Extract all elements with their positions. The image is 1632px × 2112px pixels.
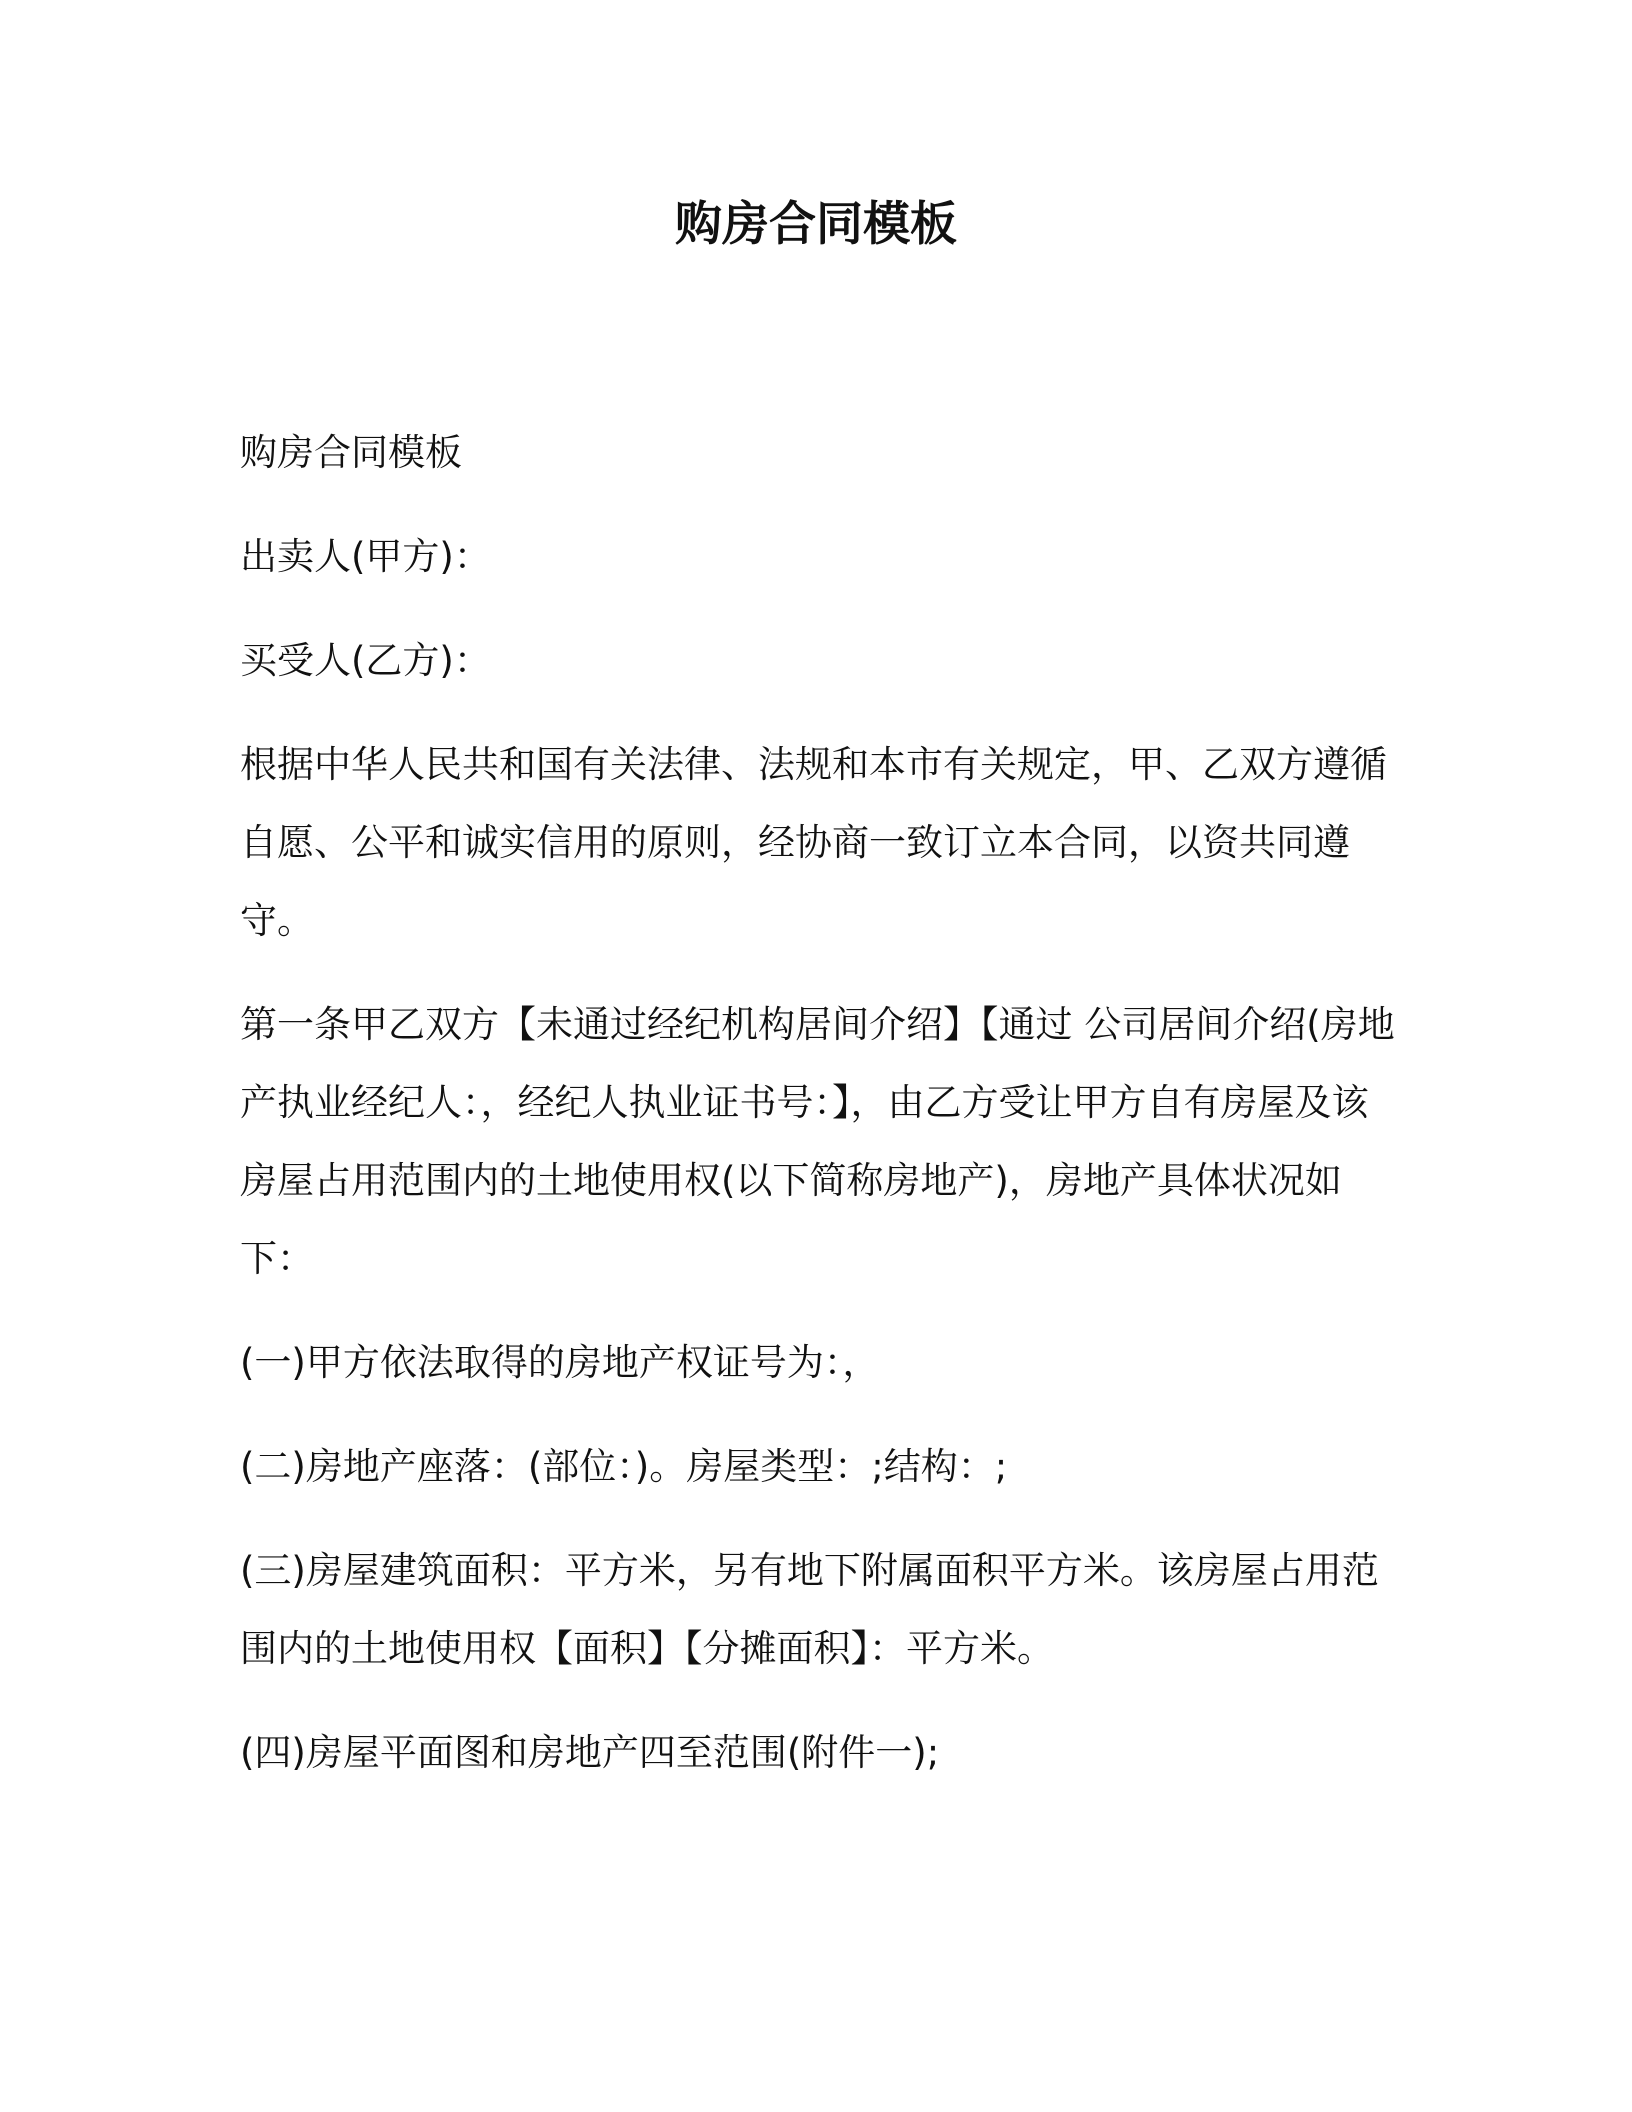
clause-four-paragraph: (四)房屋平面图和房地产四至范围(附件一); xyxy=(240,1731,940,1774)
buyer-paragraph: 买受人(乙方)： xyxy=(240,639,491,682)
document-title: 购房合同模板 xyxy=(675,197,957,252)
clause-one-paragraph: (一)甲方依法取得的房地产权证号为：， xyxy=(240,1341,880,1384)
document-body xyxy=(240,414,1400,1818)
article-one-paragraph: 第一条甲乙双方【未通过经纪机构居间介绍】【通过 公司居间介绍(房地产执业经纪人：，经纪人执业证书号：】，由乙方受让甲方自有房屋及该房屋占用范围内的土地使用权(以下简称房地产)，房地产具体状况如下： xyxy=(240,1003,1395,1280)
clause-two-paragraph: (二)房地产座落：(部位：)。房屋类型：;结构：; xyxy=(240,1445,1008,1488)
preamble-paragraph: 根据中华人民共和国有关法律、法规和本市有关规定，甲、乙双方遵循自愿、公平和诚实信用的原则，经协商一致订立本合同，以资共同遵守。 xyxy=(240,743,1387,942)
seller-paragraph: 出卖人(甲方)： xyxy=(240,535,491,578)
subtitle-paragraph: 购房合同模板 xyxy=(240,431,462,474)
clause-three-paragraph: (三)房屋建筑面积：平方米，另有地下附属面积平方米。该房屋占用范围内的土地使用权【面积】【分摊面积】：平方米。 xyxy=(240,1549,1379,1670)
